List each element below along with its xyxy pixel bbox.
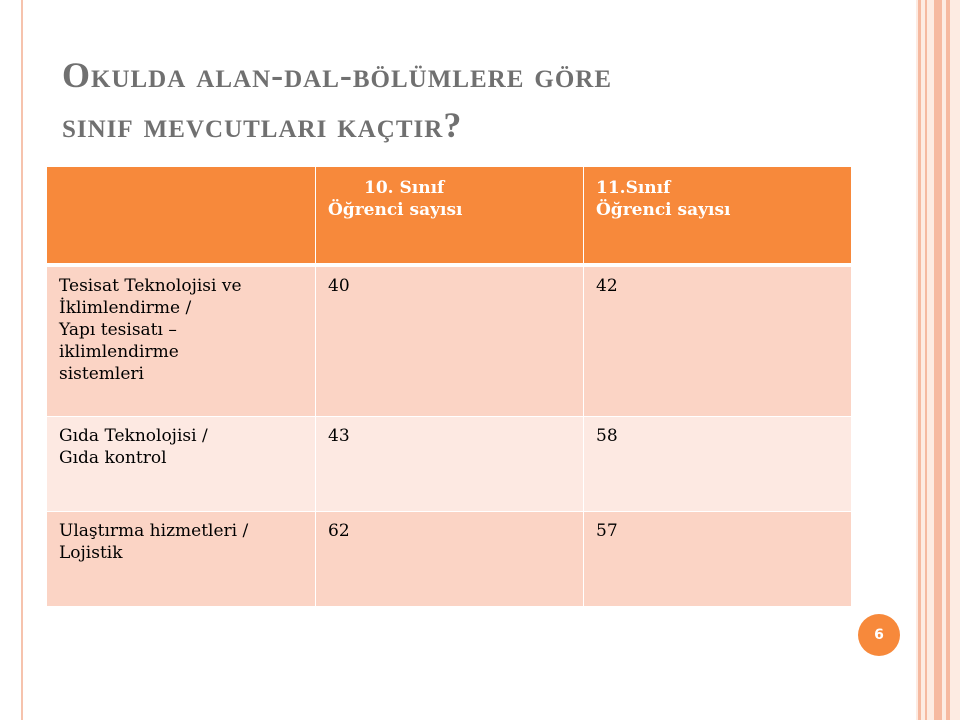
table-row [47,267,851,417]
row-label-line: Lojistik [59,543,123,563]
class-size-table [47,167,851,607]
grade11-count: 42 [583,267,851,417]
row-label-line: iklimlendirme [59,342,179,362]
row-label-line: İklimlendirme / [59,298,192,318]
row-label-line: Tesisat Teknolojisi ve [59,276,242,296]
left-decorative-rule [21,0,23,720]
band-stripe [918,0,921,720]
grade11-count: 57 [583,512,851,607]
row-label [47,512,315,607]
slide-number-badge: 6 [858,614,900,656]
band-stripe [934,0,942,720]
slide-title-line-1: Okulda alan-dal-bölümlere göre [62,55,613,95]
table-header-row [47,167,851,267]
right-decorative-band [916,0,960,720]
row-label [47,417,315,512]
grade10-count: 43 [315,417,583,512]
row-label-line: Yapı tesisatı – [59,320,177,340]
table-row [47,417,851,512]
table-row [47,512,851,607]
band-stripe [946,0,950,720]
header-grade10-subtitle: Öğrenci sayısı [328,200,463,220]
header-grade11-subtitle: Öğrenci sayısı [596,200,731,220]
header-cell-empty [47,167,315,267]
grade10-count: 62 [315,512,583,607]
row-label [47,267,315,417]
header-grade10-title: 10. Sınıf [364,178,445,198]
slide-title [62,50,882,150]
band-stripe [925,0,927,720]
header-cell-grade10 [315,167,583,267]
header-cell-grade11 [583,167,851,267]
header-grade11-title: 11.Sınıf [596,178,671,198]
row-label-line: sistemleri [59,364,144,384]
slide-title-line-2: sınıf mevcutları kaçtır? [62,105,463,145]
grade10-count: 40 [315,267,583,417]
row-label-line: Gıda kontrol [59,448,167,468]
row-label-line: Ulaştırma hizmetleri / [59,521,249,541]
row-label-line: Gıda Teknolojisi / [59,426,208,446]
grade11-count: 58 [583,417,851,512]
